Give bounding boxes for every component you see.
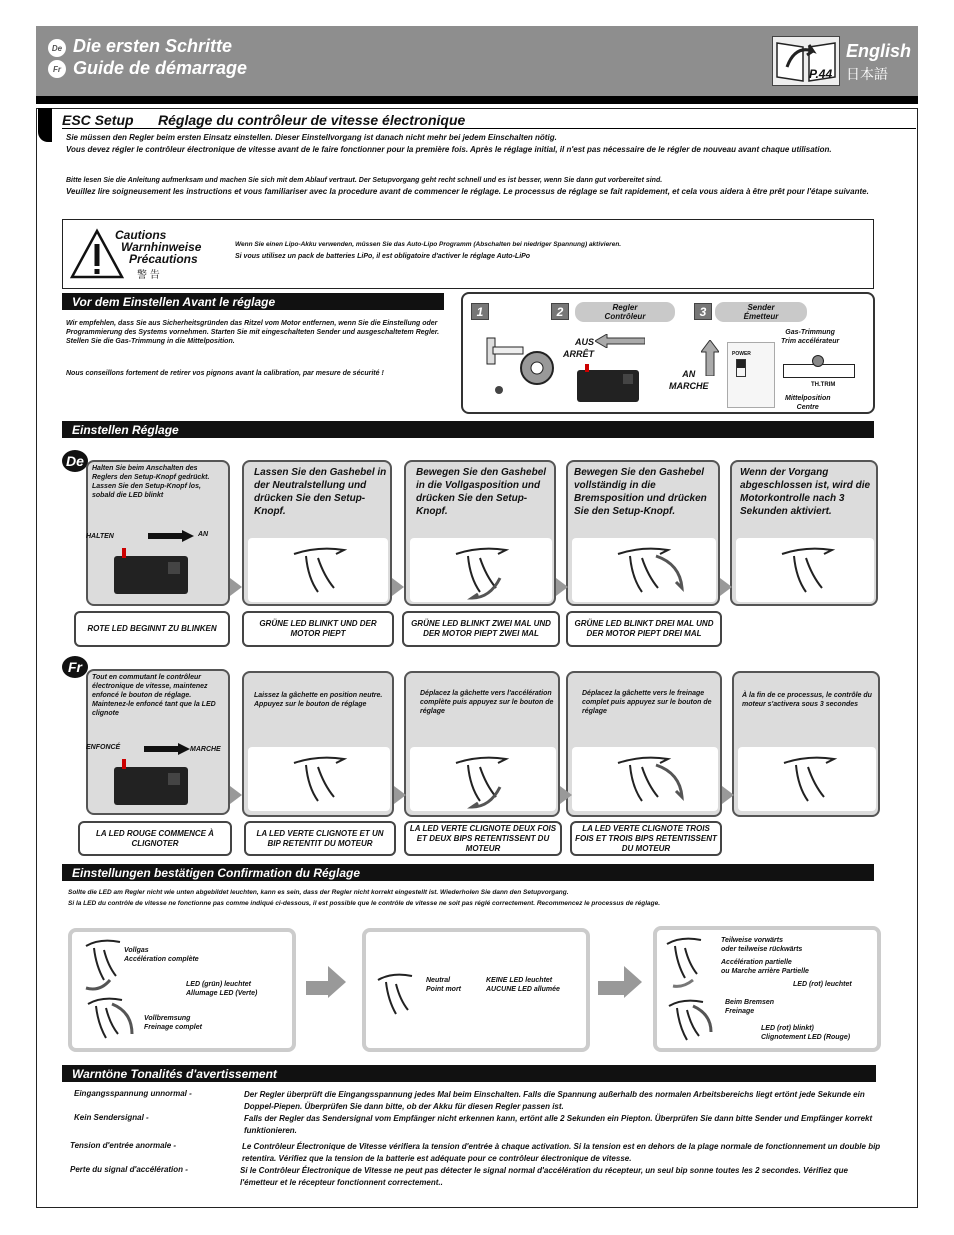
warn-label-3: Tension d'entrée anormale - (70, 1141, 177, 1150)
de-badge: De (48, 39, 66, 57)
power-label: POWER (732, 351, 751, 357)
de-card-1 (86, 460, 230, 606)
trigger-brake-image (572, 747, 718, 811)
partielle-label: Accélération partielle ou Marche arrière Partielle (721, 959, 809, 975)
caution-de: Wenn Sie einen Lipo-Akku verwenden, müssen Sie das Auto-Lipo Programm (Abschalten bei niedriger Spannung) aktivieren. (235, 241, 622, 248)
read-de: Bitte lesen Sie die Anleitung aufmerksam und machen Sie sich mit dem Ablauf vertraut. Der Setupvorgang geht recht schnell und es ist besser, wenn Sie dann gut vorbereitet sind. (66, 177, 663, 184)
de-result-3: GRÜNE LED BLINKT ZWEI MAL UND DER MOTOR PIEPT ZWEI MAL (402, 611, 560, 647)
esc-title-en: ESC Setup (62, 112, 134, 128)
setup-header: Einstellen Réglage (62, 421, 874, 438)
step-arrow (394, 786, 406, 804)
title-fr: Guide de démarrage (73, 58, 248, 78)
esc-unit-icon (110, 757, 190, 811)
arrow-left-icon (595, 334, 645, 348)
step-2: 2 (551, 303, 569, 320)
neutral-label: Neutral Point mort (426, 977, 461, 993)
page-header (36, 26, 918, 96)
trigger-brake-icon (663, 996, 719, 1050)
lang-english[interactable]: English (846, 41, 912, 61)
trim-slider[interactable] (783, 364, 855, 378)
de-card-3 (404, 460, 556, 606)
corner-mark (38, 108, 52, 142)
fr-result-4: LA LED VERTE CLIGNOTE TROIS FOIS ET TROIS BIPS RETENTISSENT DU MOTEUR (570, 821, 722, 856)
fr-card-2 (242, 671, 394, 817)
trigger-active-image (738, 747, 876, 811)
before-header: Vor dem Einstellen Avant le réglage (62, 293, 444, 310)
lang-japanese[interactable]: 日本語 (846, 66, 888, 82)
trigger-partial-icon (661, 934, 717, 990)
before-de: Wir empfehlen, dass Sie aus Sicherheitsgründen das Ritzel vom Motor entfernen, wenn Sie die Einstellung oder Programmierung des Systems vornehmen. Starten Sie mit eingeschalteten Sender und ausgeschaltetem Regler. Stellen Sie die Gas-Trimmung in die Mittelposition. (66, 320, 440, 345)
de-card-4 (566, 460, 720, 606)
arrow-up-icon (701, 340, 719, 376)
step-arrow (722, 786, 734, 804)
de-step-4: Bewegen Sie den Gashebel vollständig in die Bremsposition und drücken Sie den Setup-Knopf. (574, 467, 707, 517)
divider (62, 128, 916, 129)
step-arrow (556, 578, 568, 596)
gas-trim-label: Gas-Trimmung Trim accélérateur (781, 329, 840, 345)
confirm-header: Einstellungen bestätigen Confirmation du Réglage (62, 864, 874, 881)
power-switch[interactable] (736, 359, 746, 377)
esc-unit-icon (110, 546, 190, 600)
arrow-right-icon (144, 743, 190, 755)
de-setup-badge: De (62, 450, 88, 472)
fr-badge: Fr (48, 60, 66, 78)
fr-result-2: LA LED VERTE CLIGNOTE ET UN BIP RETENTIT DU MOTEUR (244, 821, 396, 856)
led-gruen-label: LED (grün) leuchtet Allumage LED (Verte) (186, 981, 258, 997)
before-fr: Nous conseillons fortement de retirer vos pignons avant la calibration, par mesure de sécurité ! (66, 370, 384, 377)
big-arrow-head (624, 966, 642, 998)
bremsen-label: Beim Bremsen Freinage (725, 999, 775, 1015)
fr-card-3 (404, 671, 560, 817)
fr-marche: MARCHE (190, 746, 221, 753)
trigger-neutral-image (248, 747, 390, 811)
vollgas-label: Vollgas Accélération complète (124, 947, 199, 963)
pill-regler: Regler Contrôleur (575, 302, 675, 322)
fr-step-2: Laissez la gâchette en position neutre. Appuyez sur le bouton de réglage (254, 692, 383, 708)
trigger-full-throttle-image (410, 747, 556, 811)
step-arrow (392, 578, 404, 596)
fr-enfonce: ENFONCÉ (86, 744, 121, 751)
before-steps-panel (461, 292, 875, 414)
warn-text-1: Der Regler überprüft die Eingangsspannung jedes Mal beim Einschalten. Falls die Spannung außerhalb des normalen Arbeitsbereichs liegt ertönt jede Sekunde ein Doppel-Piepen. Überprüfen Sie dann bitte, ob der Akku für diesen Regler passen ist. (244, 1090, 865, 1111)
trigger-throttle-icon (80, 936, 130, 996)
intro-de: Sie müssen den Regler beim ersten Einsatz einstellen. Dieser Einstellvorgang ist danach nicht mehr bei jedem Einschalten nötig. (66, 133, 557, 142)
warn-label-2: Kein Sendersignal - (74, 1113, 149, 1122)
de-step-5: Wenn der Vorgang abgeschlossen ist, wird die Motorkontrolle nach 3 Sekunden aktiviert. (740, 467, 871, 517)
de-step-3: Bewegen Sie den Gashebel in die Vollgasposition und drücken Sie den Setup-Knopf. (416, 467, 547, 517)
fr-result-3: LA LED VERTE CLIGNOTE DEUX FOIS ET DEUX BIPS RETENTISSENT DU MOTEUR (404, 821, 562, 856)
big-arrow-head (328, 966, 346, 998)
de-card-2 (242, 460, 392, 606)
de-step-2: Lassen Sie den Gashebel in der Neutralstellung und drücken Sie den Setup-Knopf. (254, 467, 387, 517)
caution-box (62, 219, 874, 289)
de-result-4: GRÜNE LED BLINKT DREI MAL UND DER MOTOR PIEPT DREI MAL (566, 611, 722, 647)
trigger-brake-icon (82, 994, 138, 1050)
book-icon (772, 36, 840, 86)
confirm-box-1 (68, 928, 296, 1052)
trigger-brake-image (572, 538, 716, 602)
step-1: 1 (471, 303, 489, 320)
trigger-neutral-icon (372, 970, 428, 1020)
warn-header: Warntöne Tonalités d'avertissement (62, 1065, 876, 1082)
vollbremsung-label: Vollbremsung Freinage complet (144, 1015, 202, 1031)
an-label: AN MARCHE (669, 369, 709, 391)
fr-step-4: Déplacez la gâchette vers le freinage complet puis appuyez sur le bouton de réglage (582, 690, 712, 715)
fr-result-1: LA LED ROUGE COMMENCE À CLIGNOTER (78, 821, 232, 856)
mittel-label: Mittelposition Centre (785, 395, 831, 411)
warn-label-1: Eingangsspannung unnormal - (74, 1089, 192, 1098)
confirm-fr: Si la LED du contrôle de vitesse ne fonctionne pas comme indiqué ci-dessous, il est possible que le contrôle de vitesse ne soit pas réglé correctement. Recommencez le processus de réglage. (68, 900, 661, 907)
de-card-5 (730, 460, 878, 606)
caution-t3: Précautions (129, 252, 198, 266)
step-arrow (720, 578, 732, 596)
fr-card-1 (86, 669, 230, 815)
keine-led-label: KEINE LED leuchtet AUCUNE LED allumée (486, 977, 560, 993)
caution-t1: Cautions (115, 228, 167, 242)
fr-step-3: Déplacez la gâchette vers l'accélération complète puis appuyez sur le bouton de réglage (420, 690, 554, 715)
page-ref: P.44 (809, 67, 833, 81)
fr-setup-badge: Fr (62, 656, 88, 678)
esc-unit-icon (575, 360, 641, 406)
intro-fr: Vous devez régler le contrôleur électronique de vitesse avant de le faire fonctionner pour la première fois. Après le réglage initial, il n'est pas nécessaire de le régler de nouveau avant chaque utilisation. (66, 145, 832, 154)
pill-sender: Sender Émetteur (715, 302, 807, 322)
teilweise-label: Teilweise vorwärts oder teilweise rückwärts (721, 937, 803, 953)
step-3: 3 (694, 303, 712, 320)
de-result-2: GRÜNE LED BLINKT UND DER MOTOR PIEPT (242, 611, 394, 647)
th-trim-label: TH.TRIM (811, 382, 836, 388)
trigger-neutral-image (248, 538, 388, 602)
confirm-box-3 (653, 926, 881, 1052)
de-result-1: ROTE LED BEGINNT ZU BLINKEN (74, 611, 230, 647)
caution-t2: Warnhinweise (121, 240, 202, 254)
led-rot-blinkt-label: LED (rot) blinkt) Clignotement LED (Rouge) (761, 1025, 851, 1041)
header-bar (36, 96, 918, 104)
trigger-full-throttle-image (410, 538, 552, 602)
fr-card-4 (566, 671, 722, 817)
caution-t4: 警 告 (137, 270, 160, 281)
arrow-right-icon (148, 530, 194, 542)
confirm-box-2 (362, 928, 590, 1052)
trigger-active-image (736, 538, 874, 602)
title-de: Die ersten Schritte (73, 36, 233, 56)
big-arrow (306, 972, 328, 995)
step-arrow (230, 786, 242, 804)
confirm-de: Sollte die LED am Regler nicht wie unten abgebildet leuchten, kann es sein, dass der Regler nicht korrekt eingestellt ist. Wiederholen Sie dann den Setupvorgang. (68, 889, 569, 896)
transmitter-panel (727, 342, 775, 408)
big-arrow (598, 972, 624, 995)
step-arrow (560, 786, 572, 804)
pinion-gear-icon (479, 330, 559, 398)
aus-label: AUS ARRÊT (563, 337, 594, 359)
de-step-1: Halten Sie beim Anschalten des Reglers den Setup-Knopf gedrückt. Lassen Sie den Setup-Knopf los, sobald die LED blinkt (92, 465, 210, 499)
de-halten: HALTEN (86, 533, 114, 540)
fr-step-5: À la fin de ce processus, le contrôle du moteur s'activera sous 3 secondes (742, 692, 872, 708)
fr-card-5 (732, 671, 880, 817)
led-rot-label: LED (rot) leuchtet (793, 981, 852, 988)
de-an: AN (198, 531, 209, 538)
fr-step-1: Tout en commutant le contrôleur électronique de vitesse, maintenez enfoncé le bouton de réglage. Maintenez-le enfoncé tant que la LED clignote (92, 674, 216, 717)
esc-title-fr: Réglage du contrôleur de vitesse électronique (158, 112, 466, 128)
warn-label-4: Perte du signal d'accélération - (70, 1165, 188, 1174)
read-fr: Veuillez lire soigneusement les instructions et vous familiariser avec la procedure avant de commencer le réglage. Le processus de réglage se fait rapidement, et cela vous aidera à être prêt pour l'étape suivante. (66, 187, 869, 196)
warn-text-2: Falls der Regler das Sendersignal vom Empfänger nicht erkennen kann, ertönt alle 2 Sekunden ein Piepton. Überprüfen Sie dann bitte Sender und Empfänger korrekt funktionieren. (244, 1114, 873, 1135)
warn-text-3: Le Contrôleur Électronique de Vitesse vérifiera la tension d'entrée à chaque activation. Si la tension est en dehors de la plage normale de fonctionnement un double bip retentira. Vérifiez que la tension de la batterie est adéquate pour ce contrôleur électronique de vitesse. (242, 1142, 881, 1163)
warn-text-4: Si le Contrôleur Électronique de Vitesse ne peut pas détecter le signal normal d'accélération du récepteur, un seul bip sonne toutes les 2 secondes. Vérifiez que l'émetteur et le récepteur fonctionnent correctement.. (240, 1166, 848, 1187)
step-arrow (230, 578, 242, 596)
caution-fr: Si vous utilisez un pack de batteries LiPo, il est obligatoire d'activer le réglage Auto-LiPo (235, 253, 531, 260)
